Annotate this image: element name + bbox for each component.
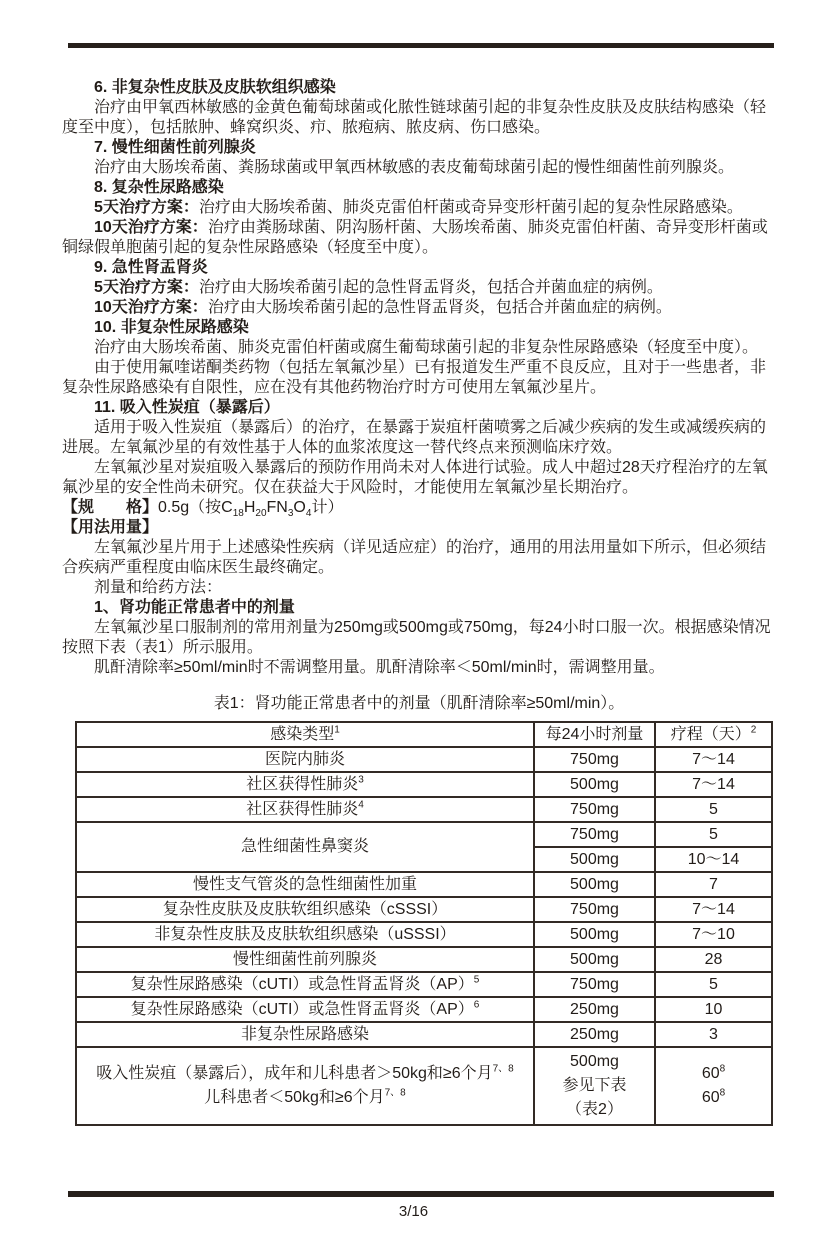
anthrax-line-2: 儿科患者＜50kg和≥6个月$^{7、8}$	[204, 1087, 406, 1106]
paragraph: 左氧氟沙星口服制剂的常用剂量为250mg或500mg或750mg，每24小时口服一次。根据感染情况按照下表（表1）所示服用。	[62, 619, 771, 656]
header-dose: 每24小时剂量	[534, 722, 655, 747]
plan-lead: 5天治疗方案：	[94, 199, 199, 216]
plan-text: 治疗由大肠埃希菌引起的急性肾盂肾炎，包括合并菌血症的病例。	[198, 279, 663, 296]
plan-lead: 5天治疗方案：	[94, 279, 199, 296]
plan-lead: 10天治疗方案：	[94, 299, 208, 316]
table-row: 慢性细菌性前列腺炎 500mg 28	[76, 947, 772, 972]
spec-value: 0.5g（按$C_{18}H_{20}FN_3O_4$计）	[158, 499, 344, 520]
top-rule	[68, 43, 774, 48]
section-heading-7: 7. 慢性细菌性前列腺炎	[94, 139, 256, 156]
section-heading-10: 10. 非复杂性尿路感染	[94, 319, 249, 336]
treatment-plan-paragraph	[62, 278, 776, 298]
usage-section-label: 【用法用量】	[62, 519, 159, 536]
spec-label: 【规 格】	[62, 499, 159, 516]
bottom-rule	[68, 1191, 774, 1197]
table-row: 复杂性尿路感染（cUTI）或急性肾盂肾炎（AP）$^6$ 250mg 10	[76, 997, 772, 1022]
header-duration: 疗程（天）$^2$	[655, 722, 772, 747]
table-row: 非复杂性尿路感染 250mg 3	[76, 1022, 772, 1047]
section-heading-6: 6. 非复杂性皮肤及皮肤软组织感染	[94, 79, 336, 96]
table-row-anthrax: 吸入性炭疽（暴露后），成年和儿科患者＞50kg和≥6个月$^{7、8}$ 儿科患者＜50kg和≥6个月$^{7、8}$ 500mg 参见下表 （表2） $60^8$ $60^8$	[76, 1047, 772, 1125]
page-content	[62, 78, 776, 1126]
plan-text: 治疗由粪肠球菌、阴沟肠杆菌、大肠埃希菌、肺炎克雷伯杆菌、奇异变形杆菌或铜绿假单胞菌引起的复杂性尿路感染（轻度至中度）。	[62, 219, 768, 256]
header-infection-type: 感染类型$^1$	[76, 722, 534, 747]
table1-caption: 表1：肾功能正常患者中的剂量（肌酐清除率≥50ml/min）。	[213, 695, 625, 712]
table-row: 500mg 10～14	[76, 847, 772, 872]
paragraph: 适用于吸入性炭疽（暴露后）的治疗，在暴露于炭疽杆菌喷雾之后减少疾病的发生或减缓疾病的进展。左氧氟沙星的有效性基于人体的血浆浓度这一替代终点来预测临床疗效。	[62, 419, 767, 456]
table-row: 医院内肺炎 750mg 7～14	[76, 747, 772, 772]
paragraph: 治疗由大肠埃希菌、粪肠球菌或甲氧西林敏感的表皮葡萄球菌引起的慢性细菌性前列腺炎。	[94, 159, 735, 176]
plan-text: 治疗由大肠埃希菌引起的急性肾盂肾炎，包括合并菌血症的病例。	[207, 299, 672, 316]
section-heading-11: 11. 吸入性炭疽（暴露后）	[94, 399, 280, 416]
table-row: 复杂性尿路感染（cUTI）或急性肾盂肾炎（AP）$^5$ 750mg 5	[76, 972, 772, 997]
treatment-plan-paragraph	[62, 198, 776, 218]
dosage-table	[75, 721, 773, 1126]
usage-subheading-1: 1、肾功能正常患者中的剂量	[94, 599, 295, 616]
table-row: 社区获得性肺炎$^4$ 750mg 5	[76, 797, 772, 822]
section-heading-8: 8. 复杂性尿路感染	[94, 179, 224, 196]
section-heading-9: 9. 急性肾盂肾炎	[94, 259, 208, 276]
plan-text: 治疗由大肠埃希菌、肺炎克雷伯杆菌或奇异变形杆菌引起的复杂性尿路感染。	[198, 199, 743, 216]
anthrax-line-1: 吸入性炭疽（暴露后），成年和儿科患者＞50kg和≥6个月$^{7、8}$	[96, 1063, 514, 1082]
paragraph: 由于使用氟喹诺酮类药物（包括左氧氟沙星）已有报道发生严重不良反应，且对于一些患者，非复杂性尿路感染有自限性，应在没有其他药物治疗时方可使用左氧氟沙星片。	[62, 359, 767, 396]
paragraph: 肌酐清除率≥50ml/min时不需调整用量。肌酐清除率＜50ml/min时，需调整用量。	[94, 659, 665, 676]
paragraph: 治疗由大肠埃希菌、肺炎克雷伯杆菌或腐生葡萄球菌引起的非复杂性尿路感染（轻度至中度）。	[94, 339, 759, 356]
table-row: 社区获得性肺炎$^3$ 500mg 7～14	[76, 772, 772, 797]
page-number: 3/16	[398, 1203, 429, 1220]
plan-lead: 10天治疗方案：	[94, 219, 208, 236]
table-row: 复杂性皮肤及皮肤软组织感染（cSSSI） 750mg 7～14	[76, 897, 772, 922]
table-row: 急性细菌性鼻窦炎 750mg 5	[76, 822, 772, 847]
paragraph: 剂量和给药方法：	[94, 579, 223, 596]
paragraph: 左氧氟沙星对炭疽吸入暴露后的预防作用尚未对人体进行试验。成人中超过28天疗程治疗的左氧氟沙星的安全性尚未研究。仅在获益大于风险时，才能使用左氧氟沙星长期治疗。	[62, 459, 768, 496]
treatment-plan-paragraph	[62, 218, 776, 258]
spec-line	[62, 498, 776, 518]
table-row: 非复杂性皮肤及皮肤软组织感染（uSSSI） 500mg 7～10	[76, 922, 772, 947]
table-row: 慢性支气管炎的急性细菌性加重 500mg 7	[76, 872, 772, 897]
table-header-row	[76, 722, 772, 747]
paragraph: 左氧氟沙星片用于上述感染性疾病（详见适应症）的治疗，通用的用法用量如下所示，但必须结合疾病严重程度由临床医生最终确定。	[62, 539, 767, 576]
paragraph: 治疗由甲氧西林敏感的金黄色葡萄球菌或化脓性链球菌引起的非复杂性皮肤及皮肤结构感染（轻度至中度），包括脓肿、蜂窝织炎、疖、脓疱病、脓皮病、伤口感染。	[62, 99, 767, 136]
treatment-plan-paragraph	[62, 298, 776, 318]
